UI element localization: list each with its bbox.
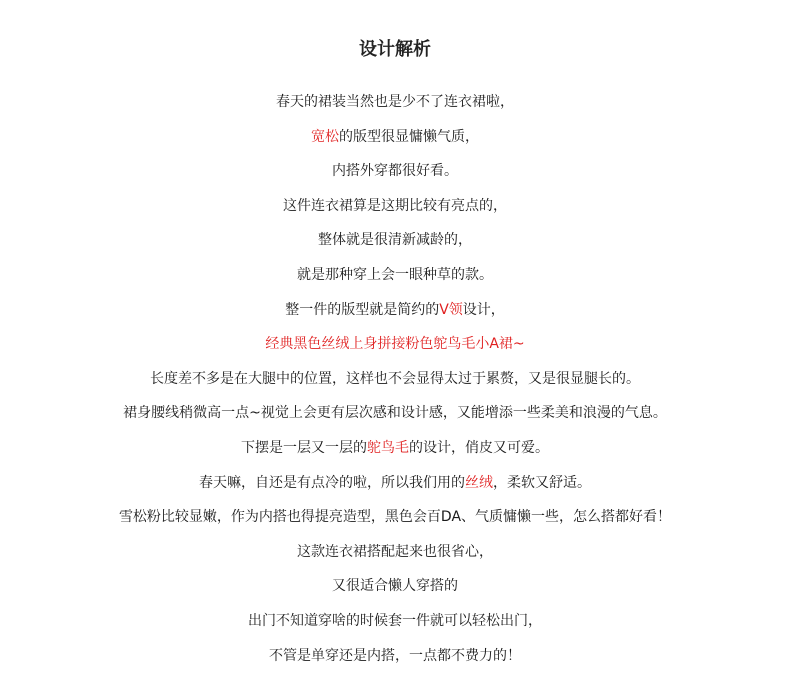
line-text: 裙身腰线稍微高一点~视觉上会更有层次感和设计感，又能增添一些柔美和浪漫的气息。 [123, 405, 667, 422]
line-text: 的设计，俏皮又可爱。 [409, 439, 549, 456]
description-line [0, 261, 790, 296]
line-text: 又很适合懒人穿搭的 [332, 578, 458, 595]
description-line [0, 157, 790, 192]
description-line [0, 123, 790, 158]
description-line [0, 538, 790, 573]
line-text: 这件连衣裙算是这期比较有亮点的， [283, 197, 507, 214]
line-text: 设计， [462, 301, 505, 318]
description-line [0, 399, 790, 434]
description-line [0, 330, 790, 365]
line-text: 出门不知道穿啥的时候套一件就可以轻松出门， [248, 612, 542, 629]
description-line [0, 642, 790, 677]
description-line [0, 88, 790, 123]
line-text: 整体就是很清新减龄的， [318, 232, 472, 249]
description-body [0, 88, 790, 676]
description-line [0, 572, 790, 607]
line-text: ，柔软又舒适。 [493, 474, 591, 491]
line-text: 长度差不多是在大腿中的位置，这样也不会显得太过于累赘，又是很显腿长的。 [150, 370, 640, 387]
description-line [0, 503, 790, 538]
line-text: 春天嘛，自还是有点冷的啦，所以我们用的 [199, 474, 465, 491]
line-text: 的版型很显慵懒气质， [339, 128, 479, 145]
line-text: 下摆是一层又一层的 [241, 439, 367, 456]
highlighted-text: 丝绒 [465, 474, 493, 491]
description-line [0, 607, 790, 642]
description-line [0, 469, 790, 504]
description-line [0, 365, 790, 400]
line-text: 就是那种穿上会一眼种草的款。 [297, 266, 493, 283]
description-line [0, 296, 790, 331]
section-title: 设计解析 [359, 39, 431, 60]
line-text: 雪松粉比较显嫩，作为内搭也得提亮造型，黑色会百DA、气质慵懒一些，怎么搭都好看！ [118, 509, 672, 526]
line-text: 春天的裙装当然也是少不了连衣裙啦， [276, 94, 514, 110]
highlighted-text: 鸵鸟毛 [367, 439, 409, 456]
description-line [0, 434, 790, 469]
line-text: 这款连衣裙搭配起来也很省心， [297, 543, 493, 560]
line-text: 整一件的版型就是简约的 [285, 301, 440, 318]
description-line [0, 226, 790, 261]
highlighted-text: 宽松 [311, 128, 339, 145]
highlighted-text: V领 [439, 301, 463, 318]
highlighted-text: 经典黑色丝绒上身拼接粉色鸵鸟毛小A裙~ [265, 336, 525, 353]
line-text: 内搭外穿都很好看。 [332, 163, 458, 180]
line-text: 不管是单穿还是内搭，一点都不费力的！ [269, 647, 521, 664]
description-line [0, 192, 790, 227]
